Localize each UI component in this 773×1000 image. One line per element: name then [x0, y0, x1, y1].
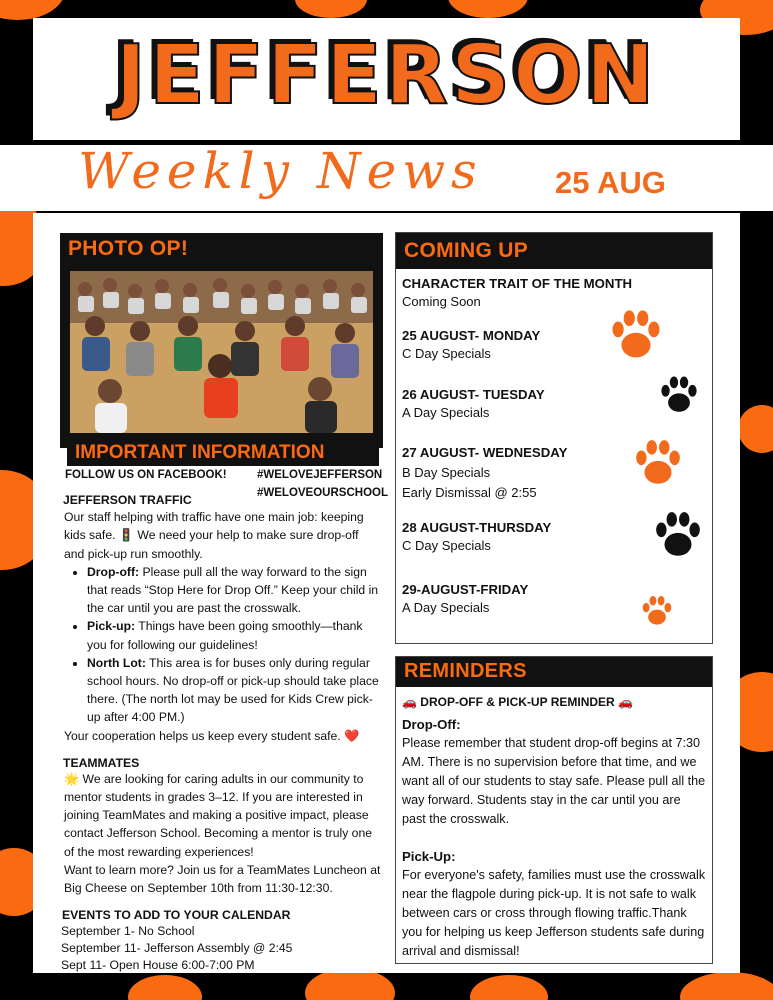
page-title: JEFFERSON — [115, 28, 658, 123]
decorative-dot — [680, 972, 773, 1000]
trait-title: CHARACTER TRAIT OF THE MONTH — [402, 276, 633, 291]
issue-date: 25 AUG — [555, 165, 666, 200]
event-item: Sept 11- Open House 6:00-7:00 PM — [61, 958, 255, 973]
day-detail: A Day Specials — [402, 600, 490, 615]
day-detail: B Day Specials — [402, 465, 491, 480]
day-title: 27 AUGUST- WEDNESDAY — [402, 445, 568, 460]
reminders-panel — [395, 656, 713, 964]
teammates-text: 🌟 We are looking for caring adults in our community to mentor students in grades 3–12. If you are interested in joining TeamMates and making a positive impact, please contact Jefferson School. Becoming a mentor is truly one of the most rewarding experiences! — [64, 771, 373, 859]
reminders-body — [396, 687, 712, 967]
paw-print-icon — [658, 374, 700, 416]
day-detail: C Day Specials — [402, 538, 491, 553]
traffic-title: JEFFERSON TRAFFIC — [63, 493, 192, 507]
traffic-rules-list — [61, 563, 381, 727]
list-item: • Drop-off: Please pull all the way forward to the sign that reads “Stop Here for Drop Off.” Keep your child in the car until you are past the crosswalk. — [87, 563, 381, 618]
decorative-dot — [470, 975, 548, 1000]
dropoff-label: Drop-Off: — [402, 717, 461, 732]
photo-op-heading: PHOTO OP! — [60, 233, 383, 265]
cooperation-note: Your cooperation helps us keep every student safe. ❤️ — [64, 728, 360, 743]
reminder-title: 🚗 DROP-OFF & PICK-UP REMINDER 🚗 — [402, 695, 633, 709]
hashtag-we-love-jefferson: #WELOVEJEFFERSON — [257, 469, 383, 481]
list-item: • Pick-up: Things have been going smoothly—thank you for following our guidelines! — [87, 617, 381, 653]
students-photo — [70, 271, 373, 433]
main-content — [33, 213, 740, 973]
photo-op-panel — [60, 233, 383, 448]
trait-text: Coming Soon — [402, 294, 481, 309]
paw-print-icon — [640, 594, 674, 628]
important-info-heading: IMPORTANT INFORMATION — [67, 440, 379, 466]
day-detail: Early Dismissal @ 2:55 — [402, 485, 537, 500]
subtitle: Weekly News — [78, 142, 483, 200]
coming-up-panel — [395, 232, 713, 644]
teammates-luncheon: Want to learn more? Join us for a TeamMates Luncheon at Big Cheese on September 10th from 11:30-12:30. — [64, 862, 381, 896]
decorative-dot — [128, 975, 202, 1000]
paw-print-icon — [652, 509, 704, 561]
traffic-intro: Our staff helping with traffic have one main job: keeping kids safe. 🚦 We need your help to make sure drop-off and pick-up run smoothly. — [64, 510, 364, 561]
decorative-dot — [0, 0, 65, 20]
paw-print-icon — [632, 437, 684, 489]
day-detail: C Day Specials — [402, 346, 491, 361]
students-photo-illustration — [70, 271, 373, 433]
dropoff-text: Please remember that student drop-off begins at 7:30 AM. There is no supervision before that time, and we want all of our students to stay safe. Please pull all the way forward. Students stay in the car until you are past the crosswalk. — [402, 736, 706, 826]
day-detail: A Day Specials — [402, 405, 490, 420]
day-title: 26 AUGUST- TUESDAY — [402, 387, 545, 402]
coming-up-heading: COMING UP — [396, 233, 712, 269]
decorative-dot — [738, 405, 773, 453]
reminders-heading: REMINDERS — [396, 657, 712, 687]
decorative-dot — [295, 0, 367, 18]
title-banner — [33, 18, 740, 140]
facebook-callout[interactable]: FOLLOW US ON FACEBOOK! — [65, 469, 227, 481]
teammates-title: TEAMMATES — [63, 755, 140, 770]
day-title: 28 AUGUST-THURSDAY — [402, 520, 552, 535]
pickup-label: Pick-Up: — [402, 849, 456, 864]
day-title: 29-AUGUST-FRIDAY — [402, 582, 529, 597]
paw-print-icon — [607, 307, 665, 363]
decorative-dot — [448, 0, 528, 18]
event-item: September 11- Jefferson Assembly @ 2:45 — [61, 941, 293, 956]
important-info-section — [61, 466, 388, 974]
pickup-text: For everyone's safety, families must use the crosswalk near the flagpole during pick-up. It is not safe to walk between cars or cross through flowing traffic.Thank you for helping us keep Jefferson students safe during arrival and dismissal! — [402, 868, 706, 958]
hashtag-we-love-our-school: #WELOVEOURSCHOOL — [257, 487, 388, 499]
day-title: 25 AUGUST- MONDAY — [402, 328, 541, 343]
list-item: • North Lot: This area is for buses only during regular school hours. No drop-off or pick-up should take place there. (The north lot may be used for Kids Crew pick-up after 4:00 PM.) — [87, 654, 381, 727]
events-title: EVENTS TO ADD TO YOUR CALENDAR — [62, 908, 291, 923]
event-item: September 1- No School — [61, 924, 195, 939]
